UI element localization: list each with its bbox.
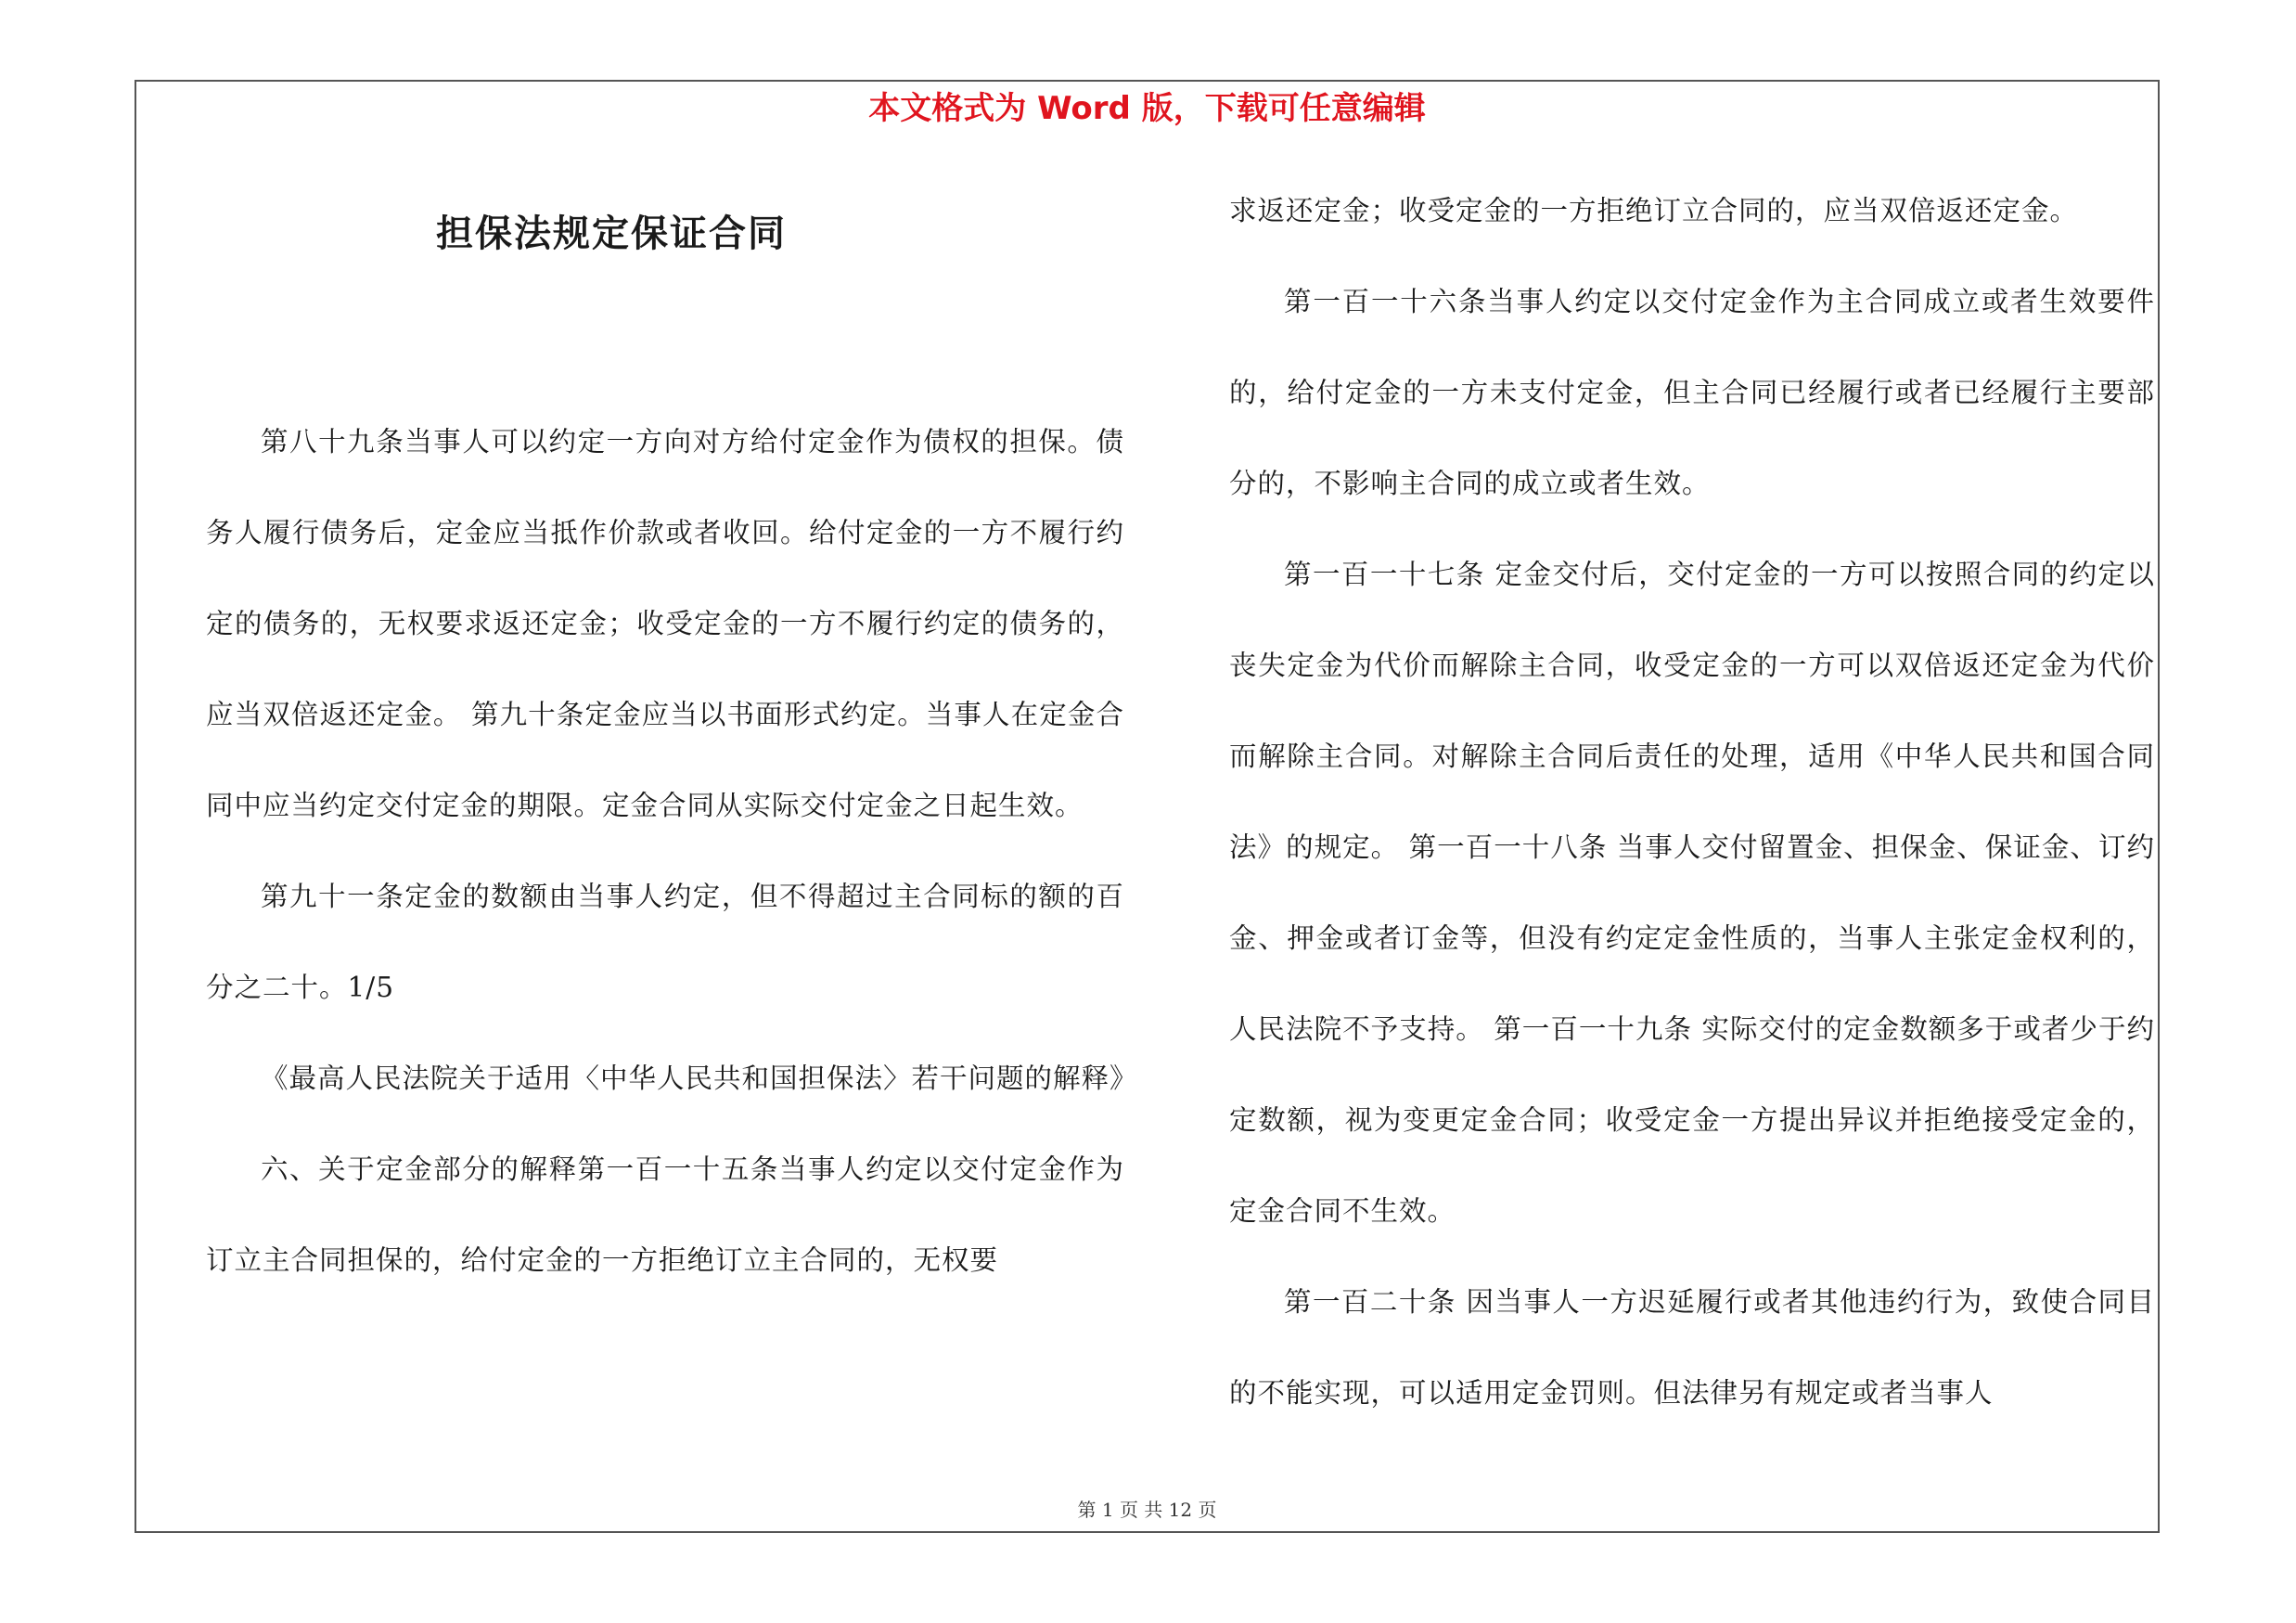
right-text-column [1229,165,2155,1438]
paragraph: 第九十一条定金的数额由当事人约定，但不得超过主合同标的额的百分之二十。1/5 [206,881,1124,1003]
left-text-column [206,396,1138,1306]
document-title: 担保法规定保证合同 [436,213,787,255]
page-number-footer: 第 1 页 共 12 页 [1077,1499,1217,1521]
format-notice-banner: 本文格式为 Word 版，下载可任意编辑 [868,90,1426,127]
paragraph-continued: 求返还定金；收受定金的一方拒绝订立合同的，应当双倍返还定金。 [1229,195,2079,226]
paragraph: 《最高人民法院关于适用〈中华人民共和国担保法〉若干问题的解释》 [261,1063,1138,1094]
paragraph: 第八十九条当事人可以约定一方向对方给付定金作为债权的担保。债务人履行债务后，定金应当抵作价款或者收回。给付定金的一方不履行约定的债务的，无权要求返还定金；收受定金的一方不履行约定的债务的，应当双倍返还定金。 第九十条定金应当以书面形式约定。当事人在定金合同中应当约定交付定金的期限。定金合同从实际交付定金之日起生效。 [206,426,1124,821]
paragraph: 第一百一十六条当事人约定以交付定金作为主合同成立或者生效要件的，给付定金的一方未支付定金，但主合同已经履行或者已经履行主要部分的，不影响主合同的成立或者生效。 [1229,286,2155,499]
paragraph: 第一百二十条 因当事人一方迟延履行或者其他违约行为，致使合同目的不能实现，可以适用定金罚则。但法律另有规定或者当事人 [1229,1286,2155,1409]
paragraph: 六、关于定金部分的解释第一百一十五条当事人约定以交付定金作为订立主合同担保的，给付定金的一方拒绝订立主合同的，无权要 [206,1153,1124,1276]
paragraph: 第一百一十七条 定金交付后，交付定金的一方可以按照合同的约定以丧失定金为代价而解除主合同，收受定金的一方可以双倍返还定金为代价而解除主合同。对解除主合同后责任的处理，适用《中华人民共和国合同法》的规定。 第一百一十八条 当事人交付留置金、担保金、保证金、订约金、押金或者订金等，但没有约定定金性质的，当事人主张定金权利的，人民法院不予支持。 第一百一十九条 实际交付的定金数额多于或者少于约定数额，视为变更定金合同；收受定金一方提出异议并拒绝接受定金的，定金合同不生效。 [1229,559,2155,1227]
